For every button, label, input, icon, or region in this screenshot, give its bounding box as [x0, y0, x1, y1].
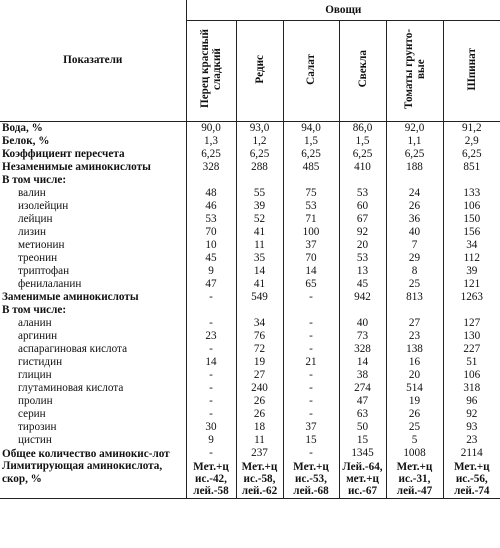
column-header-lettuce: Салат	[283, 21, 339, 122]
table-row	[0, 291, 500, 304]
row-value: -	[186, 291, 236, 304]
row-value: 73	[339, 330, 386, 343]
column-header-beet: Свекла	[339, 21, 386, 122]
row-value: 30	[186, 421, 236, 434]
row-value: 11	[236, 239, 283, 252]
row-value: 6,25	[236, 148, 283, 161]
row-value: 41	[236, 278, 283, 291]
row-value: Мет.+ц ис.-31, лей.-47	[386, 460, 443, 499]
table-row	[0, 369, 500, 382]
row-value	[386, 304, 443, 317]
row-label: Белок, %	[2, 135, 50, 147]
table-row	[0, 200, 500, 213]
row-value: 18	[236, 421, 283, 434]
row-value: 100	[283, 226, 339, 239]
row-value: 5	[386, 434, 443, 447]
row-value: 9	[186, 265, 236, 278]
row-value: 23	[186, 330, 236, 343]
row-value: Мет.+ц ис.-42, лей.-58	[186, 460, 236, 499]
row-value: 1263	[443, 291, 500, 304]
row-value: 86,0	[339, 122, 386, 136]
row-value: -	[283, 343, 339, 356]
row-value: 410	[339, 161, 386, 174]
row-value: -	[283, 330, 339, 343]
row-value: 70	[283, 252, 339, 265]
row-value: 1,2	[236, 135, 283, 148]
row-label: В том числе:	[2, 304, 67, 316]
row-value: 21	[283, 356, 339, 369]
row-value: 29	[386, 252, 443, 265]
row-value: 52	[236, 213, 283, 226]
row-value: 39	[236, 200, 283, 213]
row-value: 1,5	[339, 135, 386, 148]
row-value: 47	[186, 278, 236, 291]
row-label: Коэффициент пересчета	[2, 148, 125, 160]
row-value: 72	[236, 343, 283, 356]
row-value: 75	[283, 187, 339, 200]
row-label: треонин	[18, 252, 58, 264]
row-value: 227	[443, 343, 500, 356]
table-row	[0, 421, 500, 434]
row-value: -	[283, 382, 339, 395]
row-value: 10	[186, 239, 236, 252]
row-value: 76	[236, 330, 283, 343]
row-value: 25	[386, 421, 443, 434]
table-row	[0, 252, 500, 265]
row-value: 45	[339, 278, 386, 291]
row-value: 53	[186, 213, 236, 226]
row-label: аргинин	[18, 330, 58, 342]
row-value: 1,1	[386, 135, 443, 148]
row-value: 63	[339, 408, 386, 421]
row-value: -	[283, 369, 339, 382]
row-value	[283, 174, 339, 187]
table-row	[0, 382, 500, 395]
row-value: 36	[386, 213, 443, 226]
row-value: 27	[386, 317, 443, 330]
row-label: глицин	[18, 369, 52, 381]
row-label: лейцин	[18, 213, 53, 225]
row-value: 14	[236, 265, 283, 278]
row-value: 51	[443, 356, 500, 369]
row-value: 6,25	[186, 148, 236, 161]
row-value: 274	[339, 382, 386, 395]
row-value: 20	[339, 239, 386, 252]
row-value: 1,3	[186, 135, 236, 148]
table-row	[0, 148, 500, 161]
table-row	[0, 343, 500, 356]
row-value: 813	[386, 291, 443, 304]
row-value: 23	[443, 434, 500, 447]
row-label: цистин	[18, 434, 52, 446]
column-header-tomato: Томаты грунто-вые	[386, 21, 443, 122]
row-value: 6,25	[339, 148, 386, 161]
row-value: 53	[339, 187, 386, 200]
row-value: -	[283, 291, 339, 304]
row-label: Незаменимые аминокислоты	[2, 161, 151, 173]
row-label: серин	[18, 408, 46, 420]
row-value: 38	[339, 369, 386, 382]
row-value: Мет.+ц ис.-58, лей.-62	[236, 460, 283, 499]
row-label: аланин	[18, 317, 52, 329]
row-value	[236, 304, 283, 317]
table-row	[0, 135, 500, 148]
table-body	[0, 122, 500, 499]
row-value: 70	[186, 226, 236, 239]
table-row	[0, 304, 500, 317]
row-value: 92	[339, 226, 386, 239]
row-value: -	[186, 408, 236, 421]
row-label: пролин	[18, 395, 53, 407]
row-value: 19	[236, 356, 283, 369]
row-value: 45	[186, 252, 236, 265]
table-row	[0, 317, 500, 330]
table-row	[0, 395, 500, 408]
row-value: 1,5	[283, 135, 339, 148]
row-value: 288	[236, 161, 283, 174]
row-value: 92	[443, 408, 500, 421]
row-value	[339, 174, 386, 187]
row-label: валин	[18, 187, 46, 199]
row-value	[236, 174, 283, 187]
row-value: Мет.+ц ис.-56, лей.-74	[443, 460, 500, 499]
row-value: 40	[339, 317, 386, 330]
row-value: 549	[236, 291, 283, 304]
row-value: 2114	[443, 447, 500, 460]
row-value: 156	[443, 226, 500, 239]
row-label: Общее количество аминокис-лот	[2, 447, 170, 460]
row-value: 40	[386, 226, 443, 239]
row-value: 106	[443, 369, 500, 382]
row-value: 27	[236, 369, 283, 382]
table-row	[0, 278, 500, 291]
row-label: тирозин	[18, 421, 57, 433]
row-value: 133	[443, 187, 500, 200]
table-row	[0, 122, 500, 136]
row-value: 60	[339, 200, 386, 213]
row-value: 91,2	[443, 122, 500, 136]
row-value: 6,25	[283, 148, 339, 161]
row-value: -	[186, 369, 236, 382]
row-value: 15	[283, 434, 339, 447]
row-value: 39	[443, 265, 500, 278]
table-row	[0, 460, 500, 499]
row-value: 90,0	[186, 122, 236, 136]
table-row	[0, 174, 500, 187]
indicator-header: Показатели	[0, 0, 186, 122]
row-value: 93	[443, 421, 500, 434]
row-value: 16	[386, 356, 443, 369]
row-value: 121	[443, 278, 500, 291]
table-row	[0, 434, 500, 447]
row-value	[283, 304, 339, 317]
row-value: 35	[236, 252, 283, 265]
column-header-radish: Редис	[236, 21, 283, 122]
row-value: 112	[443, 252, 500, 265]
row-value: 14	[283, 265, 339, 278]
row-value: 13	[339, 265, 386, 278]
table-row	[0, 213, 500, 226]
row-value: 26	[386, 408, 443, 421]
row-value: 24	[386, 187, 443, 200]
row-value: -	[283, 408, 339, 421]
row-value: -	[186, 343, 236, 356]
row-value: 8	[386, 265, 443, 278]
row-value: -	[283, 317, 339, 330]
row-label: Вода, %	[0, 122, 186, 136]
row-value: 41	[236, 226, 283, 239]
row-value: 851	[443, 161, 500, 174]
row-value: 65	[283, 278, 339, 291]
table-row	[0, 161, 500, 174]
row-value	[186, 174, 236, 187]
row-value	[443, 304, 500, 317]
row-value: Лей.-64, мет.+ц ис.-67	[339, 460, 386, 499]
table-row	[0, 356, 500, 369]
row-value: 14	[186, 356, 236, 369]
row-value: 942	[339, 291, 386, 304]
row-value: 37	[283, 421, 339, 434]
row-value	[386, 174, 443, 187]
row-value: 130	[443, 330, 500, 343]
row-value: 11	[236, 434, 283, 447]
row-value: 15	[339, 434, 386, 447]
row-label: В том числе:	[2, 174, 67, 186]
row-value: 37	[283, 239, 339, 252]
row-label: глутаминовая кислота	[18, 382, 124, 394]
row-label: лизин	[18, 226, 46, 238]
row-value: 34	[236, 317, 283, 330]
row-label: Лимитирующая аминокислота, скор, %	[0, 460, 186, 499]
row-value: 150	[443, 213, 500, 226]
row-value	[339, 304, 386, 317]
row-value: 328	[339, 343, 386, 356]
row-value: 53	[283, 200, 339, 213]
column-header-pepper: Перец красный сладкий	[186, 21, 236, 122]
row-value: 2,9	[443, 135, 500, 148]
row-value: 6,25	[386, 148, 443, 161]
row-value: 240	[236, 382, 283, 395]
table-row	[0, 226, 500, 239]
row-value: 328	[186, 161, 236, 174]
row-value: 188	[386, 161, 443, 174]
row-label: аспарагиновая кислота	[18, 343, 128, 355]
table-row	[0, 408, 500, 421]
row-value: 25	[386, 278, 443, 291]
row-value: 1008	[386, 447, 443, 460]
row-value: 138	[386, 343, 443, 356]
row-value: 96	[443, 395, 500, 408]
row-value: -	[283, 447, 339, 460]
row-label: изолейцин	[18, 200, 69, 212]
row-value: 50	[339, 421, 386, 434]
row-value: 318	[443, 382, 500, 395]
row-label: фенилаланин	[18, 278, 82, 290]
row-value: 94,0	[283, 122, 339, 136]
row-value: -	[186, 382, 236, 395]
table-row	[0, 187, 500, 200]
row-value: 106	[443, 200, 500, 213]
row-value: 47	[339, 395, 386, 408]
row-value: 514	[386, 382, 443, 395]
row-value: 92,0	[386, 122, 443, 136]
row-value: 7	[386, 239, 443, 252]
row-value: 46	[186, 200, 236, 213]
column-header-spinach: Шпинат	[443, 21, 500, 122]
table-row	[0, 239, 500, 252]
row-value: 237	[236, 447, 283, 460]
table-row	[0, 330, 500, 343]
row-value: 55	[236, 187, 283, 200]
row-value: 26	[386, 200, 443, 213]
row-value: 48	[186, 187, 236, 200]
vegetables-group-header: Овощи	[186, 0, 500, 21]
row-value: 26	[236, 395, 283, 408]
row-label: метионин	[18, 239, 65, 251]
row-value: 53	[339, 252, 386, 265]
row-value: -	[283, 395, 339, 408]
row-value: 34	[443, 239, 500, 252]
row-value	[443, 174, 500, 187]
row-value: -	[186, 317, 236, 330]
row-value: 19	[386, 395, 443, 408]
row-value: 1345	[339, 447, 386, 460]
row-label: Заменимые аминокислоты	[2, 291, 139, 303]
row-label: триптофан	[18, 265, 70, 277]
row-value: -	[186, 395, 236, 408]
table-row	[0, 447, 500, 460]
row-value: 20	[386, 369, 443, 382]
row-value: 93,0	[236, 122, 283, 136]
row-value: 485	[283, 161, 339, 174]
row-value: Мет.+ц ис.-53, лей.-68	[283, 460, 339, 499]
row-value: 6,25	[443, 148, 500, 161]
row-value: 14	[339, 356, 386, 369]
row-value: 9	[186, 434, 236, 447]
row-value: 127	[443, 317, 500, 330]
row-value	[186, 304, 236, 317]
row-value: 71	[283, 213, 339, 226]
row-value: 26	[236, 408, 283, 421]
table-row	[0, 265, 500, 278]
row-value: 67	[339, 213, 386, 226]
row-value: 23	[386, 330, 443, 343]
row-value: -	[186, 447, 236, 460]
row-label: гистидин	[18, 356, 63, 368]
